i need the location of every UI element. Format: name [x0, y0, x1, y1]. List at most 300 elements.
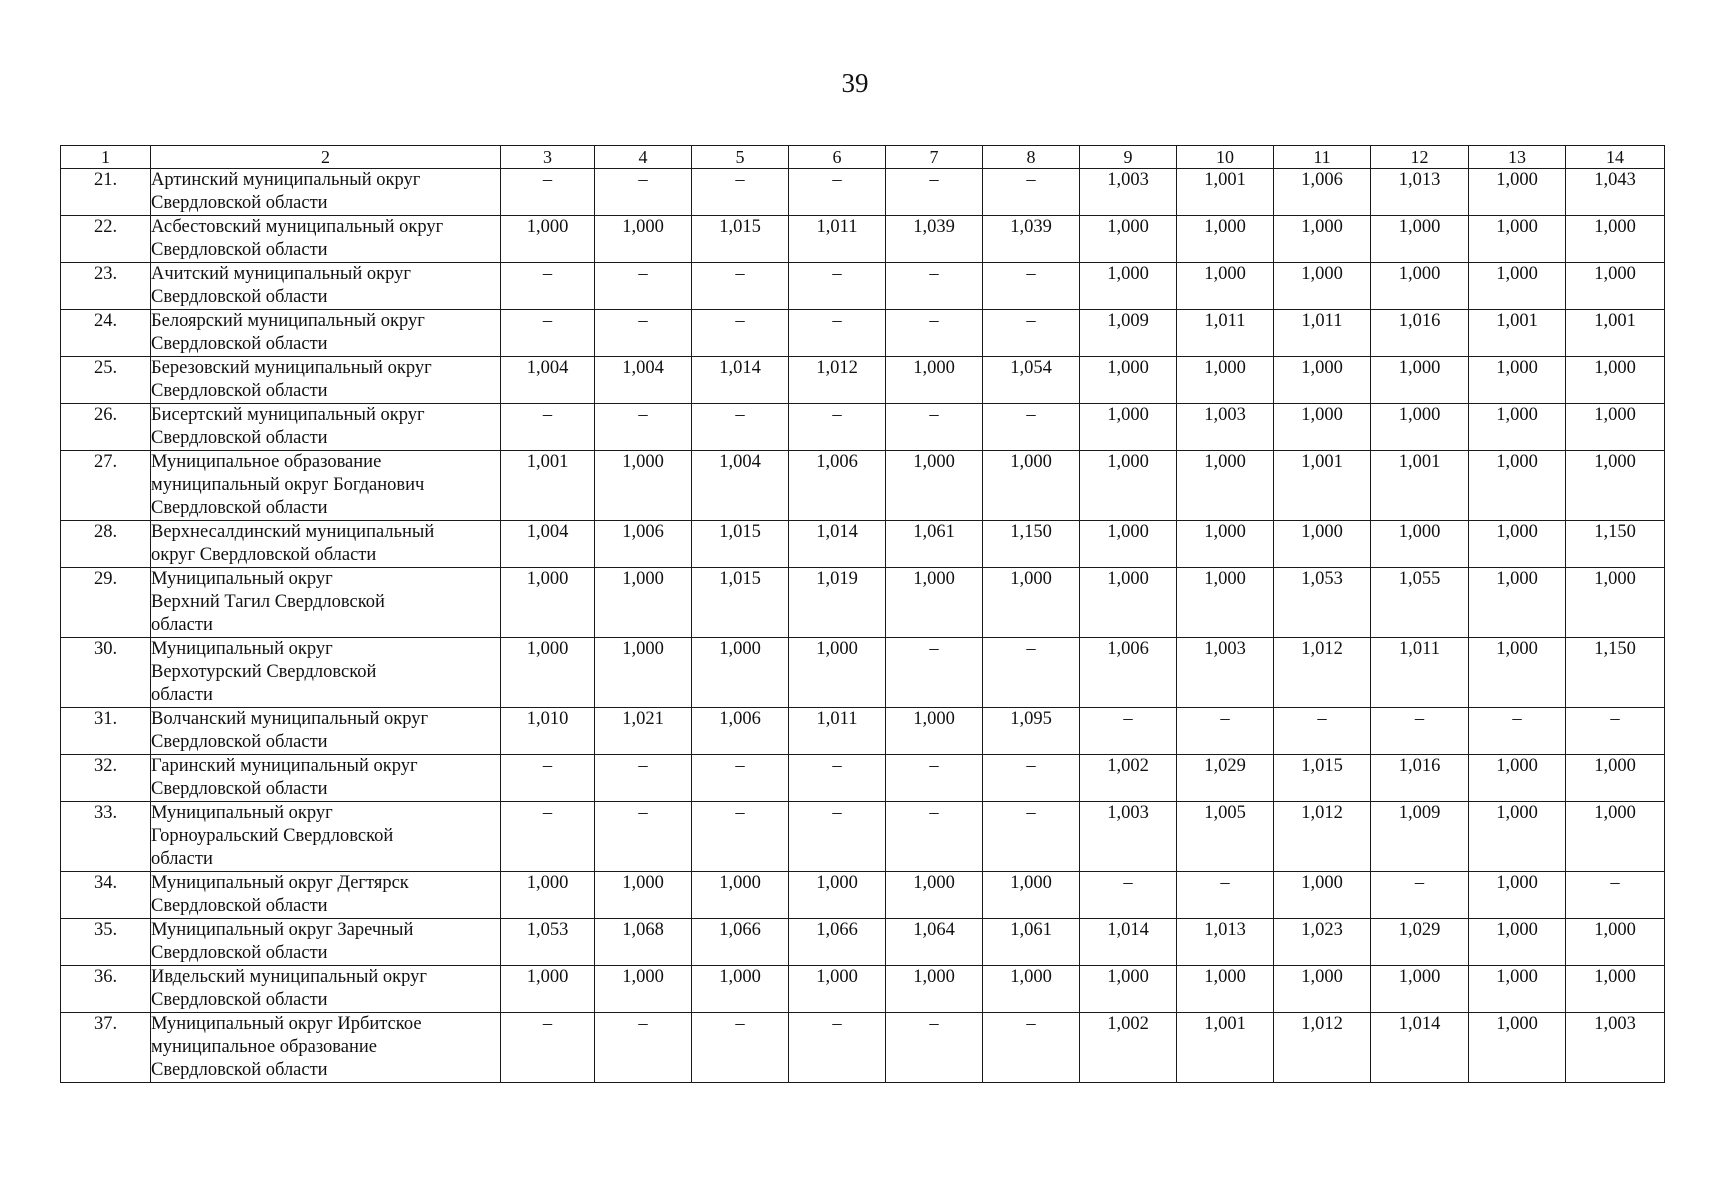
value-cell: 1,000 [595, 872, 692, 919]
municipality-name [151, 638, 501, 708]
value-cell: 1,000 [1469, 802, 1566, 872]
value-cell: 1,000 [886, 357, 983, 404]
value-cell: 1,054 [983, 357, 1080, 404]
table-body [61, 169, 1665, 1083]
value-cell: – [692, 1013, 789, 1083]
value-cell: – [501, 802, 595, 872]
value-cell: 1,000 [1371, 966, 1469, 1013]
value-cell: 1,061 [983, 919, 1080, 966]
table-row [61, 708, 1665, 755]
value-cell: 1,014 [789, 521, 886, 568]
value-cell: 1,015 [1274, 755, 1371, 802]
row-number: 32. [61, 755, 151, 802]
value-cell: 1,000 [1080, 568, 1177, 638]
value-cell: 1,013 [1177, 919, 1274, 966]
value-cell: 1,066 [692, 919, 789, 966]
value-cell: – [692, 404, 789, 451]
municipality-name-line: Муниципальное образование [151, 452, 382, 472]
value-cell: 1,000 [1469, 755, 1566, 802]
column-header: 10 [1177, 146, 1274, 169]
page-number: 39 [841, 68, 869, 98]
value-cell: 1,004 [501, 521, 595, 568]
value-cell: – [886, 310, 983, 357]
value-cell: 1,012 [1274, 802, 1371, 872]
value-cell: 1,000 [1566, 404, 1665, 451]
value-cell: – [1177, 708, 1274, 755]
value-cell: 1,039 [983, 216, 1080, 263]
value-cell: 1,001 [501, 451, 595, 521]
value-cell: 1,000 [595, 966, 692, 1013]
row-number: 27. [61, 451, 151, 521]
value-cell: 1,029 [1177, 755, 1274, 802]
value-cell: – [1566, 708, 1665, 755]
value-cell: 1,000 [1177, 568, 1274, 638]
table-row [61, 966, 1665, 1013]
municipality-name [151, 263, 501, 310]
municipality-name-line: Свердловской области [151, 990, 328, 1010]
value-cell: 1,004 [501, 357, 595, 404]
value-cell: 1,000 [595, 216, 692, 263]
value-cell: 1,005 [1177, 802, 1274, 872]
column-header: 14 [1566, 146, 1665, 169]
value-cell: 1,016 [1371, 755, 1469, 802]
value-cell: – [595, 1013, 692, 1083]
table-row [61, 357, 1665, 404]
value-cell: – [595, 404, 692, 451]
value-cell: – [886, 404, 983, 451]
value-cell: 1,061 [886, 521, 983, 568]
table-row [61, 1013, 1665, 1083]
value-cell: 1,001 [1177, 169, 1274, 216]
municipality-name [151, 169, 501, 216]
value-cell: 1,000 [886, 451, 983, 521]
value-cell: 1,015 [692, 568, 789, 638]
table-row [61, 919, 1665, 966]
value-cell: 1,000 [692, 872, 789, 919]
value-cell: 1,000 [1566, 802, 1665, 872]
value-cell: 1,000 [1469, 451, 1566, 521]
municipality-name-line: Верхнесалдинский муниципальный [151, 522, 435, 542]
value-cell: 1,000 [1371, 521, 1469, 568]
municipality-name [151, 568, 501, 638]
value-cell: 1,000 [1566, 755, 1665, 802]
municipality-name-line: Свердловской области [151, 896, 328, 916]
value-cell: 1,014 [1371, 1013, 1469, 1083]
municipality-name-line: области [151, 685, 213, 705]
value-cell: 1,043 [1566, 169, 1665, 216]
value-cell: 1,000 [1177, 966, 1274, 1013]
value-cell: 1,009 [1371, 802, 1469, 872]
value-cell: 1,095 [983, 708, 1080, 755]
municipality-name-line: Свердловской области [151, 287, 328, 307]
municipality-name [151, 357, 501, 404]
row-number: 22. [61, 216, 151, 263]
value-cell: 1,014 [1080, 919, 1177, 966]
value-cell: 1,000 [1080, 521, 1177, 568]
municipality-name [151, 708, 501, 755]
column-header: 9 [1080, 146, 1177, 169]
value-cell: 1,000 [1469, 263, 1566, 310]
municipality-name-line: Волчанский муниципальный округ [151, 709, 429, 729]
value-cell: 1,006 [1274, 169, 1371, 216]
column-header: 13 [1469, 146, 1566, 169]
row-number: 34. [61, 872, 151, 919]
value-cell: 1,006 [1080, 638, 1177, 708]
municipality-name-line: Свердловской области [151, 1060, 328, 1080]
value-cell: – [1080, 708, 1177, 755]
value-cell: – [1371, 872, 1469, 919]
value-cell: 1,000 [501, 638, 595, 708]
row-number: 33. [61, 802, 151, 872]
value-cell: 1,000 [886, 966, 983, 1013]
table-row [61, 568, 1665, 638]
row-number: 31. [61, 708, 151, 755]
value-cell: – [692, 310, 789, 357]
value-cell: 1,000 [1177, 263, 1274, 310]
municipality-name-line: Гаринский муниципальный округ [151, 756, 418, 776]
value-cell: 1,001 [1274, 451, 1371, 521]
column-header: 2 [151, 146, 501, 169]
value-cell: – [789, 310, 886, 357]
value-cell: 1,003 [1080, 169, 1177, 216]
value-cell: 1,015 [692, 216, 789, 263]
municipality-name-line: муниципальное образование [151, 1037, 378, 1057]
value-cell: 1,000 [692, 966, 789, 1013]
value-cell: – [983, 169, 1080, 216]
value-cell: – [692, 169, 789, 216]
municipality-name [151, 310, 501, 357]
value-cell: 1,000 [1566, 966, 1665, 1013]
value-cell: 1,006 [789, 451, 886, 521]
value-cell: 1,000 [1371, 263, 1469, 310]
column-header: 1 [61, 146, 151, 169]
municipality-name [151, 919, 501, 966]
value-cell: 1,000 [1469, 872, 1566, 919]
value-cell: 1,000 [789, 966, 886, 1013]
value-cell: 1,006 [692, 708, 789, 755]
value-cell: 1,000 [1469, 568, 1566, 638]
row-number: 25. [61, 357, 151, 404]
value-cell: 1,000 [789, 872, 886, 919]
value-cell: 1,000 [1469, 357, 1566, 404]
table-row [61, 310, 1665, 357]
municipality-name [151, 216, 501, 263]
value-cell: 1,000 [1177, 451, 1274, 521]
table-row [61, 169, 1665, 216]
value-cell: 1,000 [1080, 216, 1177, 263]
column-header: 8 [983, 146, 1080, 169]
value-cell: 1,015 [692, 521, 789, 568]
value-cell: – [886, 755, 983, 802]
value-cell: 1,000 [1080, 263, 1177, 310]
value-cell: 1,066 [789, 919, 886, 966]
column-header: 3 [501, 146, 595, 169]
value-cell: 1,000 [1080, 404, 1177, 451]
municipality-name-line: Свердловской области [151, 732, 328, 752]
value-cell: 1,150 [983, 521, 1080, 568]
value-cell: 1,064 [886, 919, 983, 966]
value-cell: – [983, 802, 1080, 872]
value-cell: 1,000 [1177, 216, 1274, 263]
municipality-name-line: Муниципальный округ Заречный [151, 920, 414, 940]
value-cell: 1,053 [1274, 568, 1371, 638]
municipality-name-line: Верхний Тагил Свердловской [151, 592, 385, 612]
value-cell: 1,150 [1566, 521, 1665, 568]
value-cell: – [789, 263, 886, 310]
municipality-name [151, 872, 501, 919]
municipality-name [151, 451, 501, 521]
value-cell: 1,003 [1566, 1013, 1665, 1083]
value-cell: 1,000 [1274, 521, 1371, 568]
value-cell: 1,039 [886, 216, 983, 263]
value-cell: 1,000 [1469, 404, 1566, 451]
column-header: 4 [595, 146, 692, 169]
value-cell: 1,000 [595, 451, 692, 521]
value-cell: 1,012 [1274, 638, 1371, 708]
municipality-name-line: Свердловской области [151, 334, 328, 354]
value-cell: 1,019 [789, 568, 886, 638]
value-cell: 1,004 [595, 357, 692, 404]
value-cell: 1,000 [1566, 919, 1665, 966]
table-row [61, 404, 1665, 451]
municipality-name [151, 1013, 501, 1083]
value-cell: – [1469, 708, 1566, 755]
value-cell: 1,001 [1177, 1013, 1274, 1083]
row-number: 28. [61, 521, 151, 568]
value-cell: – [595, 802, 692, 872]
value-cell: 1,006 [595, 521, 692, 568]
value-cell: – [886, 169, 983, 216]
value-cell: – [1177, 872, 1274, 919]
municipality-name-line: Белоярский муниципальный округ [151, 311, 425, 331]
row-number: 29. [61, 568, 151, 638]
value-cell: 1,000 [1274, 216, 1371, 263]
value-cell: – [692, 802, 789, 872]
row-number: 35. [61, 919, 151, 966]
municipality-name-line: Свердловской области [151, 193, 328, 213]
value-cell: 1,004 [692, 451, 789, 521]
value-cell: 1,009 [1080, 310, 1177, 357]
value-cell: 1,011 [1177, 310, 1274, 357]
value-cell: 1,029 [1371, 919, 1469, 966]
value-cell: 1,000 [983, 568, 1080, 638]
value-cell: 1,068 [595, 919, 692, 966]
value-cell: 1,000 [501, 216, 595, 263]
value-cell: 1,000 [1566, 263, 1665, 310]
value-cell: – [1274, 708, 1371, 755]
value-cell: 1,000 [983, 966, 1080, 1013]
value-cell: – [501, 1013, 595, 1083]
value-cell: – [983, 404, 1080, 451]
table-row [61, 521, 1665, 568]
value-cell: 1,000 [1566, 216, 1665, 263]
value-cell: 1,000 [1080, 357, 1177, 404]
coefficients-table [60, 145, 1665, 1083]
value-cell: 1,000 [1080, 966, 1177, 1013]
table-row [61, 216, 1665, 263]
value-cell: 1,000 [692, 638, 789, 708]
value-cell: 1,001 [1371, 451, 1469, 521]
table-row [61, 638, 1665, 708]
table-row [61, 755, 1665, 802]
value-cell: – [501, 169, 595, 216]
value-cell: 1,055 [1371, 568, 1469, 638]
value-cell: – [692, 755, 789, 802]
value-cell: 1,000 [1274, 404, 1371, 451]
value-cell: 1,000 [1177, 521, 1274, 568]
municipality-name-line: Свердловской области [151, 381, 328, 401]
municipality-name-line: муниципальный округ Богданович [151, 475, 425, 495]
municipality-name-line: округ Свердловской области [151, 545, 377, 565]
value-cell: 1,000 [1371, 404, 1469, 451]
header-row [61, 146, 1665, 169]
value-cell: 1,016 [1371, 310, 1469, 357]
municipality-name-line: области [151, 849, 213, 869]
value-cell: 1,014 [692, 357, 789, 404]
value-cell: – [789, 169, 886, 216]
municipality-name-line: Артинский муниципальный округ [151, 170, 421, 190]
value-cell: – [983, 1013, 1080, 1083]
column-header: 11 [1274, 146, 1371, 169]
value-cell: 1,001 [1566, 310, 1665, 357]
row-number: 26. [61, 404, 151, 451]
municipality-name [151, 755, 501, 802]
value-cell: – [692, 263, 789, 310]
table-row [61, 263, 1665, 310]
municipality-name-line: Свердловской области [151, 943, 328, 963]
value-cell: 1,000 [1080, 451, 1177, 521]
value-cell: 1,000 [1274, 872, 1371, 919]
municipality-name-line: Верхотурский Свердловской [151, 662, 377, 682]
value-cell: – [595, 169, 692, 216]
value-cell: 1,000 [1469, 919, 1566, 966]
value-cell: 1,000 [1274, 966, 1371, 1013]
column-header: 7 [886, 146, 983, 169]
value-cell: 1,003 [1080, 802, 1177, 872]
row-number: 37. [61, 1013, 151, 1083]
value-cell: 1,011 [789, 708, 886, 755]
value-cell: – [983, 310, 1080, 357]
value-cell: – [501, 310, 595, 357]
value-cell: – [789, 802, 886, 872]
value-cell: 1,000 [789, 638, 886, 708]
municipality-name-line: Свердловской области [151, 428, 328, 448]
value-cell: – [595, 263, 692, 310]
value-cell: – [886, 638, 983, 708]
row-number: 36. [61, 966, 151, 1013]
value-cell: 1,013 [1371, 169, 1469, 216]
municipality-name [151, 404, 501, 451]
value-cell: 1,000 [1371, 216, 1469, 263]
value-cell: 1,000 [1469, 638, 1566, 708]
municipality-name-line: Ивдельский муниципальный округ [151, 967, 427, 987]
value-cell: 1,003 [1177, 404, 1274, 451]
municipality-name-line: Муниципальный округ [151, 803, 333, 823]
column-header: 6 [789, 146, 886, 169]
municipality-name-line: Муниципальный округ Дегтярск [151, 873, 409, 893]
value-cell: 1,000 [1566, 357, 1665, 404]
table-row [61, 451, 1665, 521]
value-cell: 1,000 [983, 451, 1080, 521]
municipality-name-line: области [151, 615, 213, 635]
value-cell: 1,000 [886, 872, 983, 919]
value-cell: – [501, 263, 595, 310]
municipality-name [151, 521, 501, 568]
table-row [61, 872, 1665, 919]
municipality-name [151, 802, 501, 872]
value-cell: 1,000 [1371, 357, 1469, 404]
value-cell: 1,000 [886, 708, 983, 755]
row-number: 21. [61, 169, 151, 216]
value-cell: 1,150 [1566, 638, 1665, 708]
municipality-name-line: Бисертский муниципальный округ [151, 405, 425, 425]
value-cell: – [1566, 872, 1665, 919]
municipality-name-line: Березовский муниципальный округ [151, 358, 432, 378]
value-cell: 1,000 [1469, 966, 1566, 1013]
municipality-name-line: Горноуральский Свердловской [151, 826, 394, 846]
value-cell: 1,010 [501, 708, 595, 755]
table-row [61, 802, 1665, 872]
column-header: 5 [692, 146, 789, 169]
value-cell: 1,002 [1080, 755, 1177, 802]
value-cell: – [886, 263, 983, 310]
value-cell: 1,012 [1274, 1013, 1371, 1083]
value-cell: – [983, 755, 1080, 802]
municipality-name-line: Муниципальный округ [151, 569, 333, 589]
value-cell: 1,000 [1469, 1013, 1566, 1083]
value-cell: – [501, 404, 595, 451]
row-number: 30. [61, 638, 151, 708]
value-cell: 1,000 [1469, 169, 1566, 216]
municipality-name-line: Муниципальный округ Ирбитское [151, 1014, 422, 1034]
value-cell: 1,000 [1177, 357, 1274, 404]
municipality-name-line: Асбестовский муниципальный округ [151, 217, 444, 237]
value-cell: 1,002 [1080, 1013, 1177, 1083]
value-cell: 1,000 [1566, 451, 1665, 521]
value-cell: – [501, 755, 595, 802]
value-cell: – [789, 404, 886, 451]
column-header: 12 [1371, 146, 1469, 169]
value-cell: 1,000 [501, 872, 595, 919]
value-cell: 1,000 [1274, 263, 1371, 310]
value-cell: 1,000 [1469, 216, 1566, 263]
value-cell: 1,000 [983, 872, 1080, 919]
value-cell: 1,003 [1177, 638, 1274, 708]
value-cell: 1,000 [595, 638, 692, 708]
value-cell: – [789, 1013, 886, 1083]
value-cell: 1,000 [501, 568, 595, 638]
municipality-name [151, 966, 501, 1013]
value-cell: 1,053 [501, 919, 595, 966]
row-number: 23. [61, 263, 151, 310]
municipality-name-line: Свердловской области [151, 498, 328, 518]
row-number: 24. [61, 310, 151, 357]
value-cell: 1,000 [1274, 357, 1371, 404]
value-cell: – [595, 755, 692, 802]
value-cell: 1,000 [595, 568, 692, 638]
value-cell: 1,000 [886, 568, 983, 638]
value-cell: – [789, 755, 886, 802]
value-cell: – [1080, 872, 1177, 919]
value-cell: 1,021 [595, 708, 692, 755]
municipality-name-line: Ачитский муниципальный округ [151, 264, 411, 284]
value-cell: – [886, 802, 983, 872]
municipality-name-line: Свердловской области [151, 779, 328, 799]
value-cell: – [886, 1013, 983, 1083]
value-cell: 1,011 [789, 216, 886, 263]
value-cell: 1,023 [1274, 919, 1371, 966]
value-cell: – [595, 310, 692, 357]
